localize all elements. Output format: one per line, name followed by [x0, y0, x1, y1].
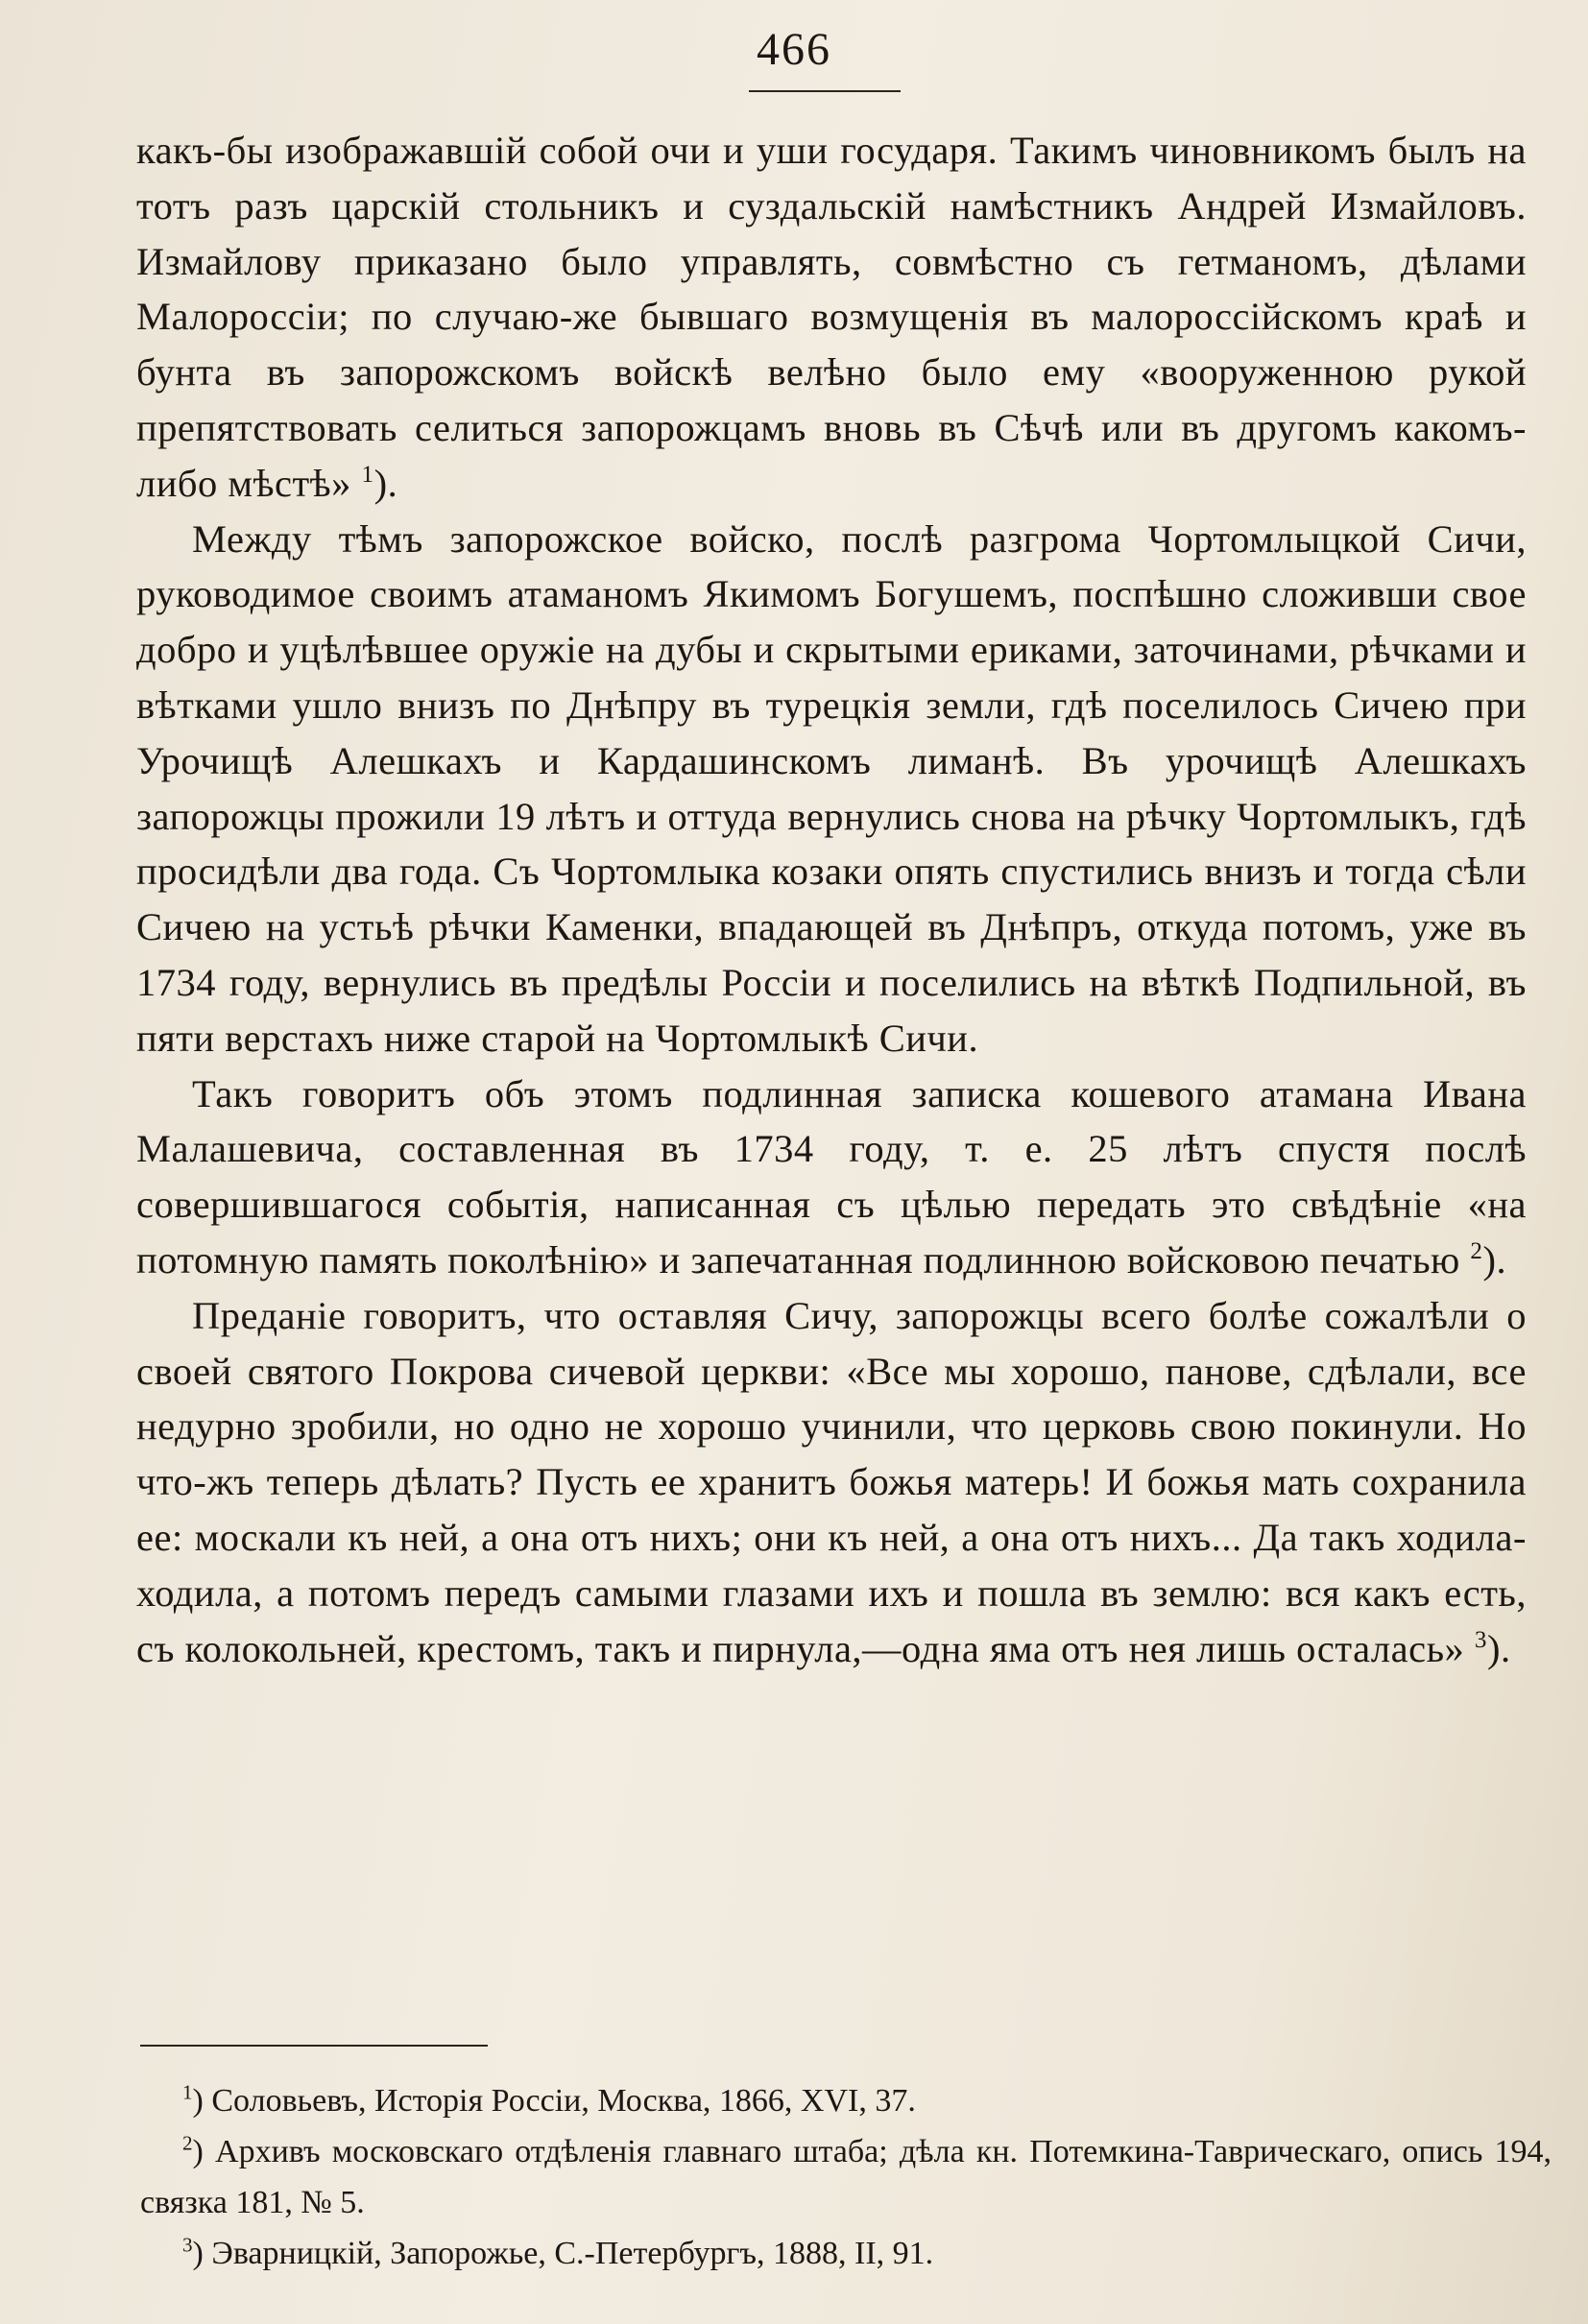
footnote-ref[interactable]: 1 — [361, 461, 374, 488]
footnote-text: ) Соловьевъ, Исторія Россіи, Москва, 1866, XVI, 37. — [192, 2083, 916, 2119]
paragraph-2 — [136, 512, 1527, 1066]
page-number: 466 — [757, 24, 831, 75]
paragraph-text: Такъ говоритъ объ этомъ подлинная записка кошевого атамана Ивана Малашевича, составленная въ 1734 году, т. е. 25 лѣтъ спустя послѣ совершившагося событія, написанная съ цѣлью передать это свѣдѣніе «на потомную память поколѣнію» и запечатанная подлинною войсковою печатью — [136, 1071, 1527, 1282]
paragraph-text: Преданіе говоритъ, что оставляя Сичу, запорожцы всего болѣе сожалѣли о своей святого Покрова сичевой церкви: «Все мы хорошо, панове, сдѣлали, все недурно зробили, но одно не хорошо учинили, что церковь свою покинули. Но что-жъ теперь дѣлать? Пусть ее хранитъ божья матерь! И божья мать сохранила ее: москали къ ней, а она отъ нихъ; они къ ней, а она отъ нихъ... Да такъ ходила-ходила, а потомъ передъ самыми глазами ихъ и пошла въ землю: вся какъ есть, съ колокольней, крестомъ, такъ и пирнула,—одна яма отъ нея лишь осталась» — [136, 1293, 1527, 1670]
footnote-rule — [140, 2045, 488, 2047]
footnote-mark: 3 — [182, 2233, 193, 2257]
footnote-mark: 1 — [182, 2080, 193, 2104]
paragraph-4 — [136, 1288, 1527, 1677]
footnote-text: ) Архивъ московскаго отдѣленія главнаго штаба; дѣла кн. Потемкина-Таврическаго, опись 194, связка 181, № 5. — [140, 2134, 1552, 2220]
footnote-ref[interactable]: 2 — [1470, 1237, 1483, 1264]
paragraph-text: Между тѣмъ запорожское войско, послѣ разгрома Чортомлыцкой Сичи, руководимое своимъ атаманомъ Якимомъ Богушемъ, поспѣшно сложивши свое добро и уцѣлѣвшее оружіе на дубы и скрытыми ериками, заточинами, рѣчками и вѣтками ушло внизъ по Днѣпру въ турецкія земли, гдѣ поселилось Сичею при Урочищѣ Алешкахъ и Кардашинскомъ лиманѣ. Въ урочищѣ Алешкахъ запорожцы прожили 19 лѣтъ и оттуда вернулись снова на рѣчку Чортомлыкъ, гдѣ просидѣли два года. Съ Чортомлыка козаки опять спустились внизъ и тогда сѣли Сичею на устьѣ рѣчки Каменки, впадающей въ Днѣпръ, откуда потомъ, уже въ 1734 году, вернулись въ предѣлы Россіи и поселились на вѣткѣ Подпильной, въ пяти верстахъ ниже старой на Чортомлыкѣ Сичи. — [136, 516, 1527, 1060]
footnote-3 — [140, 2228, 1552, 2279]
footnotes — [140, 2075, 1552, 2279]
footnote-mark: 2 — [182, 2131, 193, 2155]
paragraph-tail: ). — [1486, 1626, 1511, 1670]
paragraph-1 — [136, 123, 1527, 512]
paragraph-tail: ). — [1482, 1237, 1507, 1282]
footnote-2 — [140, 2126, 1552, 2228]
footnote-1 — [140, 2075, 1552, 2126]
main-text — [136, 123, 1527, 1676]
footnote-ref[interactable]: 3 — [1474, 1626, 1487, 1653]
header-rule — [749, 90, 901, 92]
footnote-text: ) Эварницкій, Запорожье, С.-Петербургъ, 1888, II, 91. — [192, 2236, 934, 2271]
paragraph-text: какъ-бы изображавшій собой очи и уши государя. Такимъ чиновникомъ былъ на тотъ разъ царскій стольникъ и суздальскій намѣстникъ Андрей Измайловъ. Измайлову приказано было управлять, совмѣстно съ гетманомъ, дѣлами Малороссіи; по случаю-же бывшаго возмущенія въ малороссійскомъ краѣ и бунта въ запорожскомъ войскѣ велѣно было ему «вооруженною рукой препятствовать селиться запорожцамъ вновь въ Сѣчѣ или въ другомъ какомъ-либо мѣстѣ» — [136, 129, 1527, 505]
paragraph-3 — [136, 1066, 1527, 1288]
paragraph-tail: ). — [373, 461, 398, 505]
